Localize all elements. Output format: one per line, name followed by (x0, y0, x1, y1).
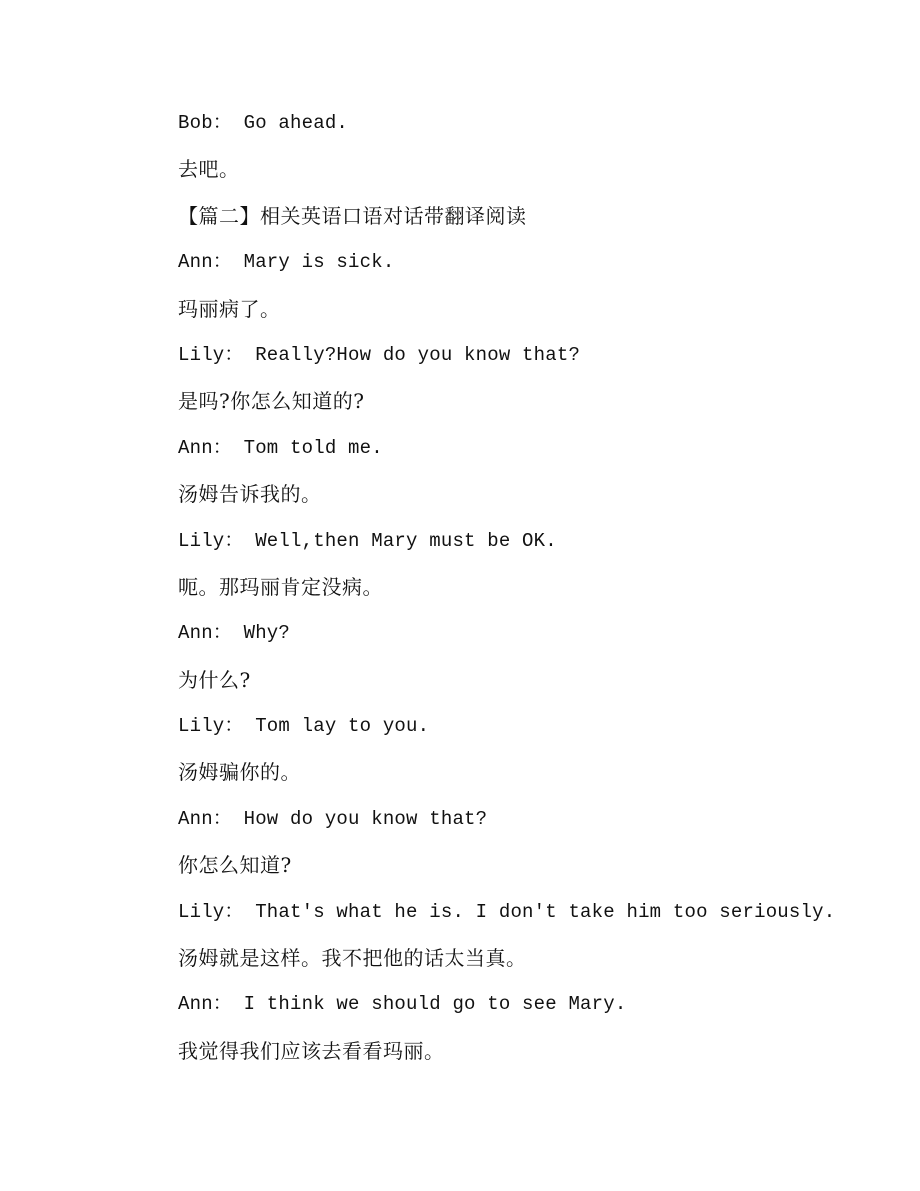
dialogue-line-lily-4: Lily： That's what he is. I don't take him too seriously. (178, 900, 836, 923)
translation-line-2: 玛丽病了。 (178, 296, 281, 321)
translation-line-4: 汤姆告诉我的。 (178, 482, 322, 507)
dialogue-text (178, 108, 878, 1082)
translation-line-9: 汤姆就是这样。我不把他的话太当真。 (178, 946, 527, 971)
dialogue-line-lily-3: Lily： Tom lay to you. (178, 715, 430, 738)
translation-line-10: 我觉得我们应该去看看玛丽。 (178, 1038, 445, 1063)
translation-line-1: 去吧。 (178, 157, 240, 182)
section-heading: 【篇二】相关英语口语对话带翻译阅读 (178, 203, 527, 228)
translation-line-5: 呃。那玛丽肯定没病。 (178, 574, 383, 599)
dialogue-line-lily-2: Lily： Well,then Mary must be OK. (178, 529, 557, 552)
translation-line-6: 为什么? (178, 667, 251, 692)
dialogue-line-ann-2: Ann： Tom told me. (178, 436, 383, 459)
translation-line-7: 汤姆骗你的。 (178, 760, 301, 785)
dialogue-line-ann-5: Ann： I think we should go to see Mary. (178, 993, 627, 1016)
dialogue-line-ann-1: Ann： Mary is sick. (178, 251, 395, 274)
translation-line-8: 你怎么知道? (178, 853, 292, 878)
dialogue-line-ann-4: Ann： How do you know that? (178, 807, 488, 830)
dialogue-line-lily-1: Lily： Really?How do you know that? (178, 343, 581, 366)
dialogue-line-bob-1: Bob： Go ahead. (178, 112, 349, 134)
dialogue-line-ann-3: Ann： Why? (178, 622, 291, 645)
translation-line-3: 是吗?你怎么知道的? (178, 389, 365, 414)
